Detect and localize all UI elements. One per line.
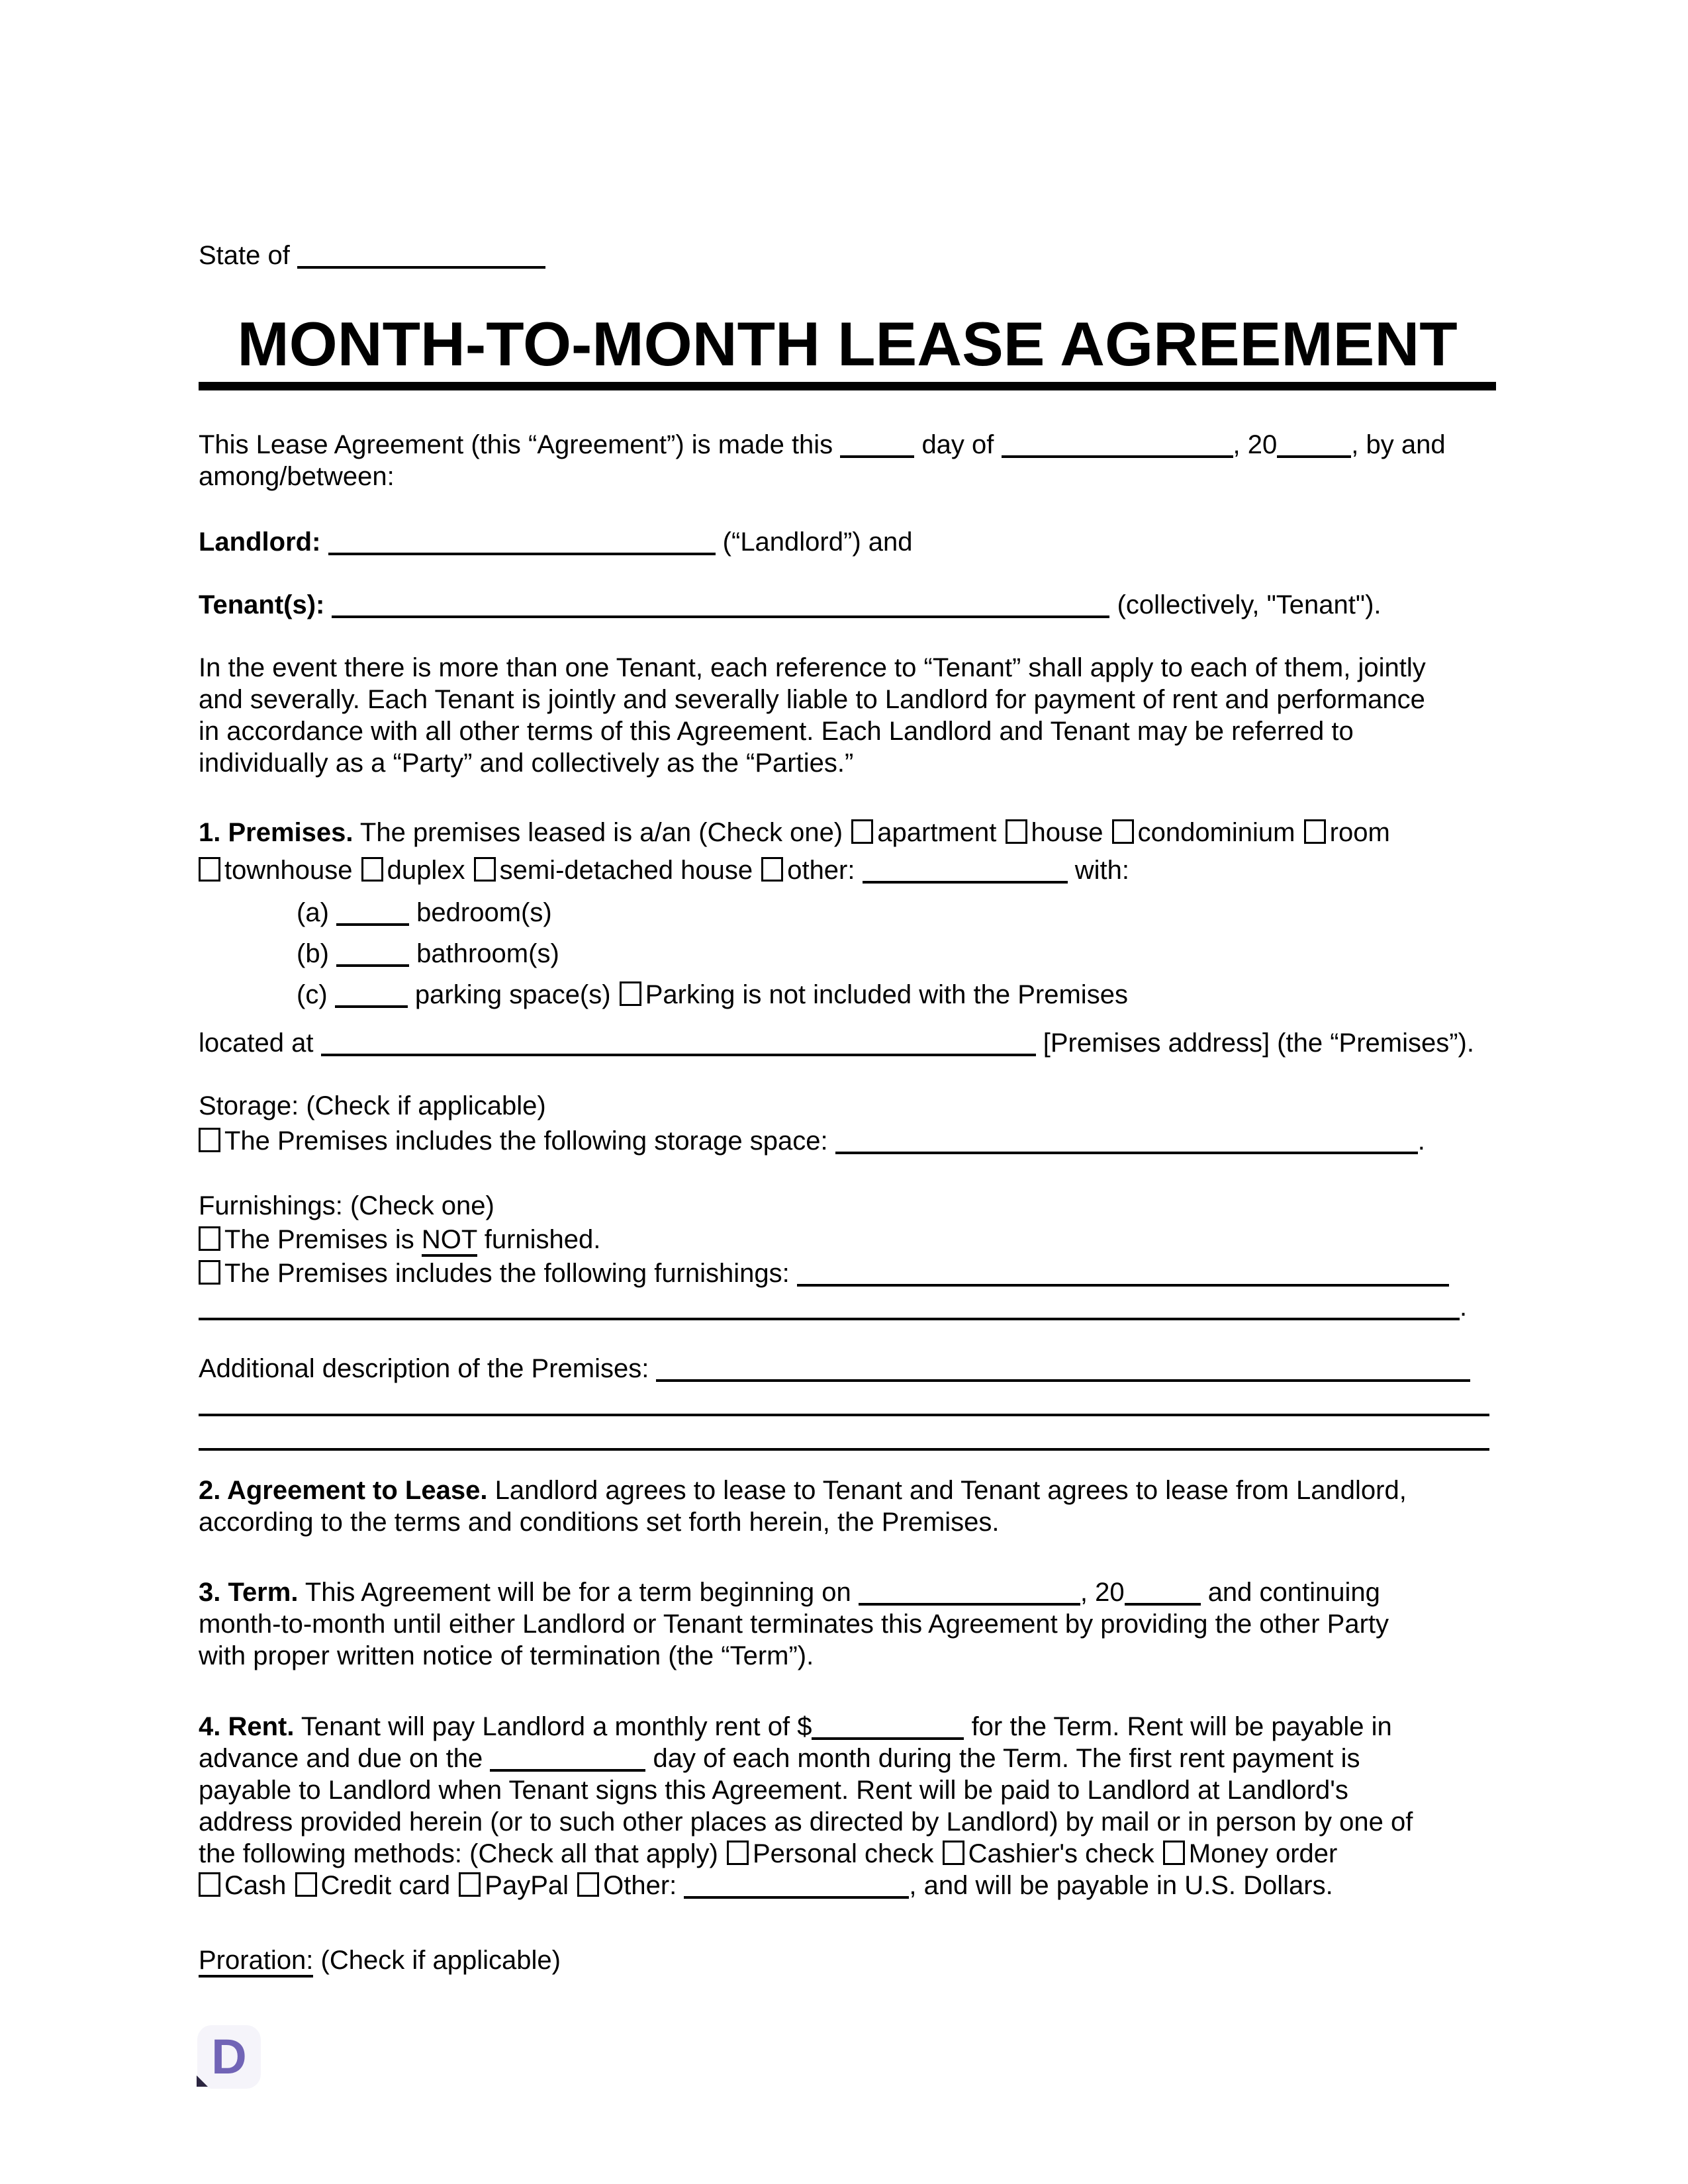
rent-line-3: payable to Landlord when Tenant signs this Agreement. Rent will be paid to Landlord at Landlord's xyxy=(199,1776,1348,1805)
item-b-label: bathroom(s) xyxy=(416,939,559,968)
blank-furnishings-2[interactable] xyxy=(199,1295,1460,1320)
section-term xyxy=(199,1576,1496,1672)
term-text-3: and continuing xyxy=(1207,1578,1380,1607)
checkbox-cashiers-check[interactable] xyxy=(943,1841,964,1865)
landlord-after-text: (“Landlord”) and xyxy=(722,527,913,557)
term-line-2: month-to-month until either Landlord or Tenant terminates this Agreement by providing the other Party xyxy=(199,1610,1389,1639)
proration-label: Proration: xyxy=(199,1946,313,1978)
not-word: NOT xyxy=(422,1225,477,1257)
rent-text-1: Tenant will pay Landlord a monthly rent of $ xyxy=(301,1712,812,1741)
blank-bedrooms[interactable] xyxy=(336,901,409,926)
agreement-to-lease-line-2: according to the terms and conditions set forth herein, the Premises. xyxy=(199,1508,1000,1537)
label-credit-card: Credit card xyxy=(320,1871,451,1900)
landlord-label: Landlord: xyxy=(199,527,321,557)
intro-text-4: , by and xyxy=(1351,430,1446,459)
checkbox-paypal[interactable] xyxy=(459,1872,481,1897)
agreement-to-lease-heading: 2. Agreement to Lease. xyxy=(199,1476,488,1505)
state-line xyxy=(199,240,1496,271)
item-c-number: (c) xyxy=(297,980,328,1009)
checkbox-house[interactable] xyxy=(1006,819,1027,844)
checkbox-semi-detached[interactable] xyxy=(474,857,496,882)
label-room: room xyxy=(1329,818,1390,847)
checkbox-not-furnished[interactable] xyxy=(199,1226,220,1251)
checkbox-townhouse[interactable] xyxy=(199,857,220,882)
rent-heading: 4. Rent. xyxy=(199,1712,295,1741)
blank-term-year[interactable] xyxy=(1125,1580,1201,1606)
blank-other-type[interactable] xyxy=(863,858,1068,884)
rent-text-2: for the Term. Rent will be payable in xyxy=(971,1712,1392,1741)
rent-text-5: , and will be payable in U.S. Dollars. xyxy=(909,1871,1333,1900)
storage-period: . xyxy=(1417,1126,1425,1156)
label-personal-check: Personal check xyxy=(752,1839,934,1868)
item-b-number: (b) xyxy=(297,939,329,968)
furnishings-period: . xyxy=(1460,1293,1468,1322)
label-other-type: other: xyxy=(787,856,855,885)
section-rent xyxy=(199,1711,1496,1901)
label-money-order: Money order xyxy=(1188,1839,1338,1868)
logo-letter-d: D xyxy=(211,2029,247,2084)
premises-heading: 1. Premises. xyxy=(199,818,353,847)
label-paypal: PayPal xyxy=(485,1871,569,1900)
title-rule xyxy=(199,382,1496,390)
additional-description-section xyxy=(199,1351,1496,1455)
checkbox-cash[interactable] xyxy=(199,1872,220,1897)
rent-text-3: advance and due on the xyxy=(199,1744,483,1773)
term-text-1: This Agreement will be for a term beginning on xyxy=(305,1578,851,1607)
checkbox-payment-other[interactable] xyxy=(577,1872,599,1897)
blank-month[interactable] xyxy=(1002,433,1233,458)
blank-term-month[interactable] xyxy=(859,1580,1080,1606)
premises-sublist xyxy=(199,892,1496,1015)
page-title: MONTH-TO-MONTH LEASE AGREEMENT xyxy=(237,309,1458,379)
checkbox-personal-check[interactable] xyxy=(727,1841,749,1865)
tenant-after-text: (collectively, "Tenant"). xyxy=(1117,590,1382,619)
item-a-number: (a) xyxy=(297,898,329,927)
item-a-label: bedroom(s) xyxy=(416,898,552,927)
blank-day[interactable] xyxy=(840,433,914,458)
tenant-label: Tenant(s): xyxy=(199,590,325,619)
intro-paragraph xyxy=(199,429,1496,492)
checkbox-condominium[interactable] xyxy=(1112,819,1134,844)
checkbox-other-type[interactable] xyxy=(761,857,783,882)
label-condominium: condominium xyxy=(1137,818,1295,847)
blank-due-day[interactable] xyxy=(490,1747,645,1772)
term-heading: 3. Term. xyxy=(199,1578,299,1607)
storage-heading: Storage: (Check if applicable) xyxy=(199,1091,546,1120)
blank-landlord-name[interactable] xyxy=(328,530,716,555)
storage-section xyxy=(199,1089,1496,1159)
located-post-text: [Premises address] (the “Premises”). xyxy=(1043,1028,1474,1058)
blank-premises-address[interactable] xyxy=(321,1031,1036,1056)
blank-bathrooms[interactable] xyxy=(336,942,409,967)
checkbox-credit-card[interactable] xyxy=(295,1872,317,1897)
blank-parking-spaces[interactable] xyxy=(335,983,408,1008)
state-name-blank[interactable] xyxy=(297,244,545,269)
located-line xyxy=(199,1027,1496,1059)
tenant-line xyxy=(199,589,1496,621)
joint-clause-line-1: In the event there is more than one Tenant, each reference to “Tenant” shall apply to each of them, jointly xyxy=(199,653,1426,682)
logo-corner-notch-icon xyxy=(197,2075,208,2087)
checkbox-parking-not-included[interactable] xyxy=(620,981,641,1006)
blank-furnishings-1[interactable] xyxy=(797,1261,1449,1287)
label-cashiers-check: Cashier's check xyxy=(968,1839,1154,1868)
furnishings-heading: Furnishings: (Check one) xyxy=(199,1191,494,1220)
rent-methods-lead: the following methods: (Check all that apply) xyxy=(199,1839,718,1868)
intro-text-3: , 20 xyxy=(1233,430,1278,459)
label-cash: Cash xyxy=(224,1871,287,1900)
not-furnished-pre: The Premises is xyxy=(224,1225,414,1254)
label-apartment: apartment xyxy=(877,818,997,847)
blank-rent-amount[interactable] xyxy=(812,1715,964,1740)
intro-text-2: day of xyxy=(921,430,994,459)
checkbox-room[interactable] xyxy=(1304,819,1326,844)
storage-item-text: The Premises includes the following storage space: xyxy=(224,1126,828,1156)
blank-additional-3[interactable] xyxy=(199,1426,1489,1451)
premises-lead-text: The premises leased is a/an (Check one) xyxy=(359,818,843,847)
state-label: State of xyxy=(199,241,290,270)
joint-clause-line-2: and severally. Each Tenant is jointly and severally liable to Landlord for payment of rent and performance xyxy=(199,685,1425,714)
furnishings-includes-text: The Premises includes the following furnishings: xyxy=(224,1259,790,1288)
checkbox-includes-furnishings[interactable] xyxy=(199,1260,220,1285)
label-house: house xyxy=(1031,818,1103,847)
landlord-line xyxy=(199,526,1496,558)
section-agreement-to-lease xyxy=(199,1475,1496,1538)
joint-clause-paragraph xyxy=(199,652,1496,779)
joint-clause-line-3: in accordance with all other terms of this Agreement. Each Landlord and Tenant may be referred to xyxy=(199,717,1354,746)
label-payment-other: Other: xyxy=(603,1871,677,1900)
checkbox-duplex[interactable] xyxy=(361,857,383,882)
label-with: with: xyxy=(1074,856,1129,885)
label-semi-detached: semi-detached house xyxy=(499,856,753,885)
term-text-2: , 20 xyxy=(1080,1578,1125,1607)
blank-additional-2[interactable] xyxy=(199,1391,1489,1416)
item-c-label: parking space(s) xyxy=(414,980,611,1009)
rent-text-4: day of each month during the Term. The first rent payment is xyxy=(653,1744,1360,1773)
furnishings-section xyxy=(199,1189,1496,1324)
intro-text-5: among/between: xyxy=(199,462,395,491)
rent-line-4: address provided herein (or to such other places as directed by Landlord) by mail or in person by one of xyxy=(199,1807,1413,1837)
checkbox-storage-space[interactable] xyxy=(199,1128,220,1152)
term-line-3: with proper written notice of termination (the “Term”). xyxy=(199,1641,814,1670)
section-premises xyxy=(199,814,1496,889)
label-duplex: duplex xyxy=(387,856,465,885)
blank-year[interactable] xyxy=(1277,433,1351,458)
blank-payment-other[interactable] xyxy=(684,1874,909,1899)
joint-clause-line-4: individually as a “Party” and collectively as the “Parties.” xyxy=(199,749,854,778)
docs-brand-logo xyxy=(197,2025,261,2089)
checkbox-money-order[interactable] xyxy=(1163,1841,1185,1865)
intro-text-1: This Lease Agreement (this “Agreement”) is made this xyxy=(199,430,833,459)
blank-tenant-names[interactable] xyxy=(332,593,1109,618)
checkbox-apartment[interactable] xyxy=(851,819,873,844)
label-townhouse: townhouse xyxy=(224,856,353,885)
proration-rest: (Check if applicable) xyxy=(320,1946,561,1975)
label-parking-not-included: Parking is not included with the Premises xyxy=(645,980,1128,1009)
additional-description-label: Additional description of the Premises: xyxy=(199,1354,649,1383)
not-furnished-post: furnished. xyxy=(484,1225,601,1254)
proration-line xyxy=(199,1944,1496,1976)
located-pre-text: located at xyxy=(199,1028,314,1058)
blank-additional-1[interactable] xyxy=(656,1357,1470,1382)
agreement-to-lease-line-1: Landlord agrees to lease to Tenant and Tenant agrees to lease from Landlord, xyxy=(494,1476,1407,1505)
blank-storage-space[interactable] xyxy=(835,1129,1418,1154)
